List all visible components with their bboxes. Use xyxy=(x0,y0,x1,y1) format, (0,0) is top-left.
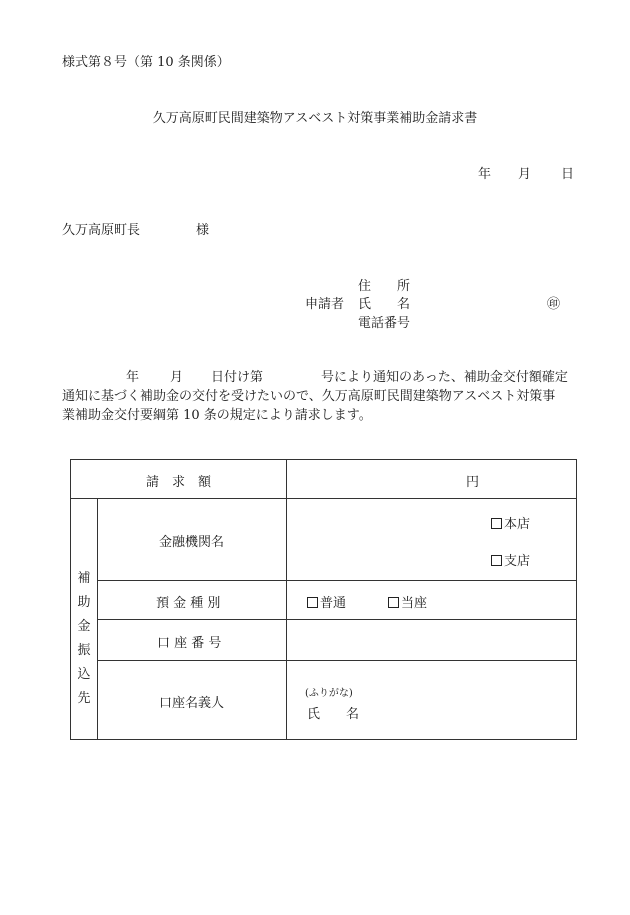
addressee-name: 久万高原町長 xyxy=(62,223,141,238)
table-divider xyxy=(97,660,577,661)
applicant-name-label: 氏 名 xyxy=(358,297,411,312)
seal-mark: ㊞ xyxy=(547,297,561,312)
branch-office-checkbox[interactable] xyxy=(491,555,502,566)
branch-office-option[interactable]: 支店 xyxy=(491,550,530,569)
date-line xyxy=(478,163,574,182)
date-year: 年 xyxy=(478,167,492,182)
head-office-option[interactable]: 本店 xyxy=(491,513,530,532)
table-divider xyxy=(97,619,577,620)
table-divider xyxy=(97,498,98,740)
account-number-label: 口 座 番 号 xyxy=(157,636,222,651)
account-type-label: 預 金 種 別 xyxy=(156,596,221,611)
amount-unit: 円 xyxy=(466,475,480,490)
document-title: 久万高原町民間建築物アスベスト対策事業補助金請求書 xyxy=(152,111,478,126)
statement-line-3: 業補助金交付要綱第 10 条の規定により請求します。 xyxy=(62,408,372,423)
bank-name-label: 金融機関名 xyxy=(159,535,225,550)
addressee xyxy=(62,219,209,238)
table-divider xyxy=(97,580,577,581)
table-divider xyxy=(70,498,577,499)
table-divider xyxy=(286,459,287,740)
statement-line-2: 通知に基づく補助金の交付を受けたいので、久万高原町民間建築物アスベスト対策事 xyxy=(62,389,556,404)
date-month: 月 xyxy=(518,167,532,182)
form-number: 様式第８号（第 10 条関係） xyxy=(62,55,230,70)
applicant-phone-label: 電話番号 xyxy=(358,316,411,331)
head-office-checkbox[interactable] xyxy=(491,518,502,529)
ordinary-account-option[interactable]: 普通 xyxy=(307,592,346,611)
statement-line-1: 年 月 日付け第 号により通知のあった、補助金交付額確定 xyxy=(126,370,568,385)
applicant-label: 申請者 xyxy=(305,297,345,312)
checking-checkbox[interactable] xyxy=(388,597,399,608)
account-holder-label: 口座名義人 xyxy=(159,696,225,711)
holder-name-label: 氏 名 xyxy=(307,707,360,722)
transfer-destination-label: 補 助 金 振 込 先 xyxy=(77,571,91,706)
date-day: 日 xyxy=(561,167,575,182)
ordinary-checkbox[interactable] xyxy=(307,597,318,608)
checking-account-option[interactable]: 当座 xyxy=(388,592,427,611)
addressee-honorific: 様 xyxy=(196,223,210,238)
request-statement xyxy=(62,368,576,425)
amount-label: 請 求 額 xyxy=(146,475,212,490)
applicant-address-label: 住 所 xyxy=(358,279,411,294)
furigana-label: (ふりがな) xyxy=(305,688,353,699)
